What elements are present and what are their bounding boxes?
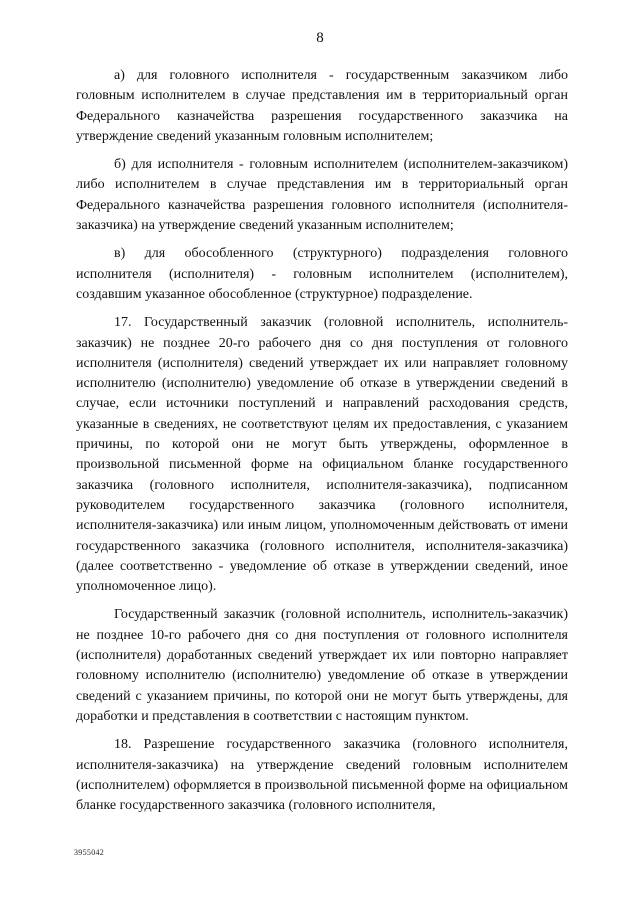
paragraph-item-v: в) для обособленного (структурного) подразделения головного исполнителя (исполнителя) - головным исполнителем (исполнителем), создавшим указанное обособленное (структурное) подразделение. <box>76 246 568 302</box>
paragraph-item-b: б) для исполнителя - головным исполнителем (исполнителем-заказчиком) либо исполнителем в случае представления им в территориальный орган Федерального казначейства разрешения головного исполнителя (исполнителя-заказчика) на утверждение сведений указанным исполнителем; <box>76 157 568 234</box>
page-number: 8 <box>316 30 324 46</box>
document-body <box>76 66 568 824</box>
paragraph-clause-18: 18. Разрешение государственного заказчика (головного исполнителя, исполнителя-заказчика) на утверждение сведений головным исполнителем (исполнителем) оформляется в произвольной письменной форме на официальном бланке государственного заказчика (головного исполнителя, <box>76 737 568 814</box>
paragraph-clause-17: 17. Государственный заказчик (головной исполнитель, исполнитель-заказчик) не позднее 20-го рабочего дня со дня поступления от головного исполнителя (исполнителя) сведений утверждает их или направляет головному исполнителю (исполнителю) уведомление об отказе в утверждении сведений в случае, если источники поступлений и направлений расходования средств, указанные в сведениях, не соответствуют целям их предоставления, с указанием причины, по которой они не могут быть утверждены, оформленное в произвольной письменной форме на официальном бланке государственного заказчика (головного исполнителя, исполнителя-заказчика), подписанном руководителем государственного заказчика (головного исполнителя, исполнителя-заказчика) или иным лицом, уполномоченным действовать от имени государственного заказчика (головного исполнителя, исполнителя-заказчика) (далее соответственно - уведомление об отказе в утверждении сведений, иное уполномоченное лицо). <box>76 315 568 595</box>
paragraph-item-a: а) для головного исполнителя - государственным заказчиком либо головным исполнителем в случае представления им в территориальный орган Федерального казначейства разрешения государственного заказчика на утверждение сведений указанным головным исполнителем; <box>76 68 568 144</box>
paragraph-clause-17-continued: Государственный заказчик (головной исполнитель, исполнитель-заказчик) не позднее 10-го рабочего дня со дня поступления от головного исполнителя (исполнителя) доработанных сведений утверждает их или повторно направляет головному исполнителю (исполнителю) уведомление об отказе в утверждении сведений с указанием причины, по которой они не могут быть утверждены, для доработки и представления в соответствии с настоящим пунктом. <box>76 607 568 724</box>
document-code: 3955042 <box>74 848 105 857</box>
